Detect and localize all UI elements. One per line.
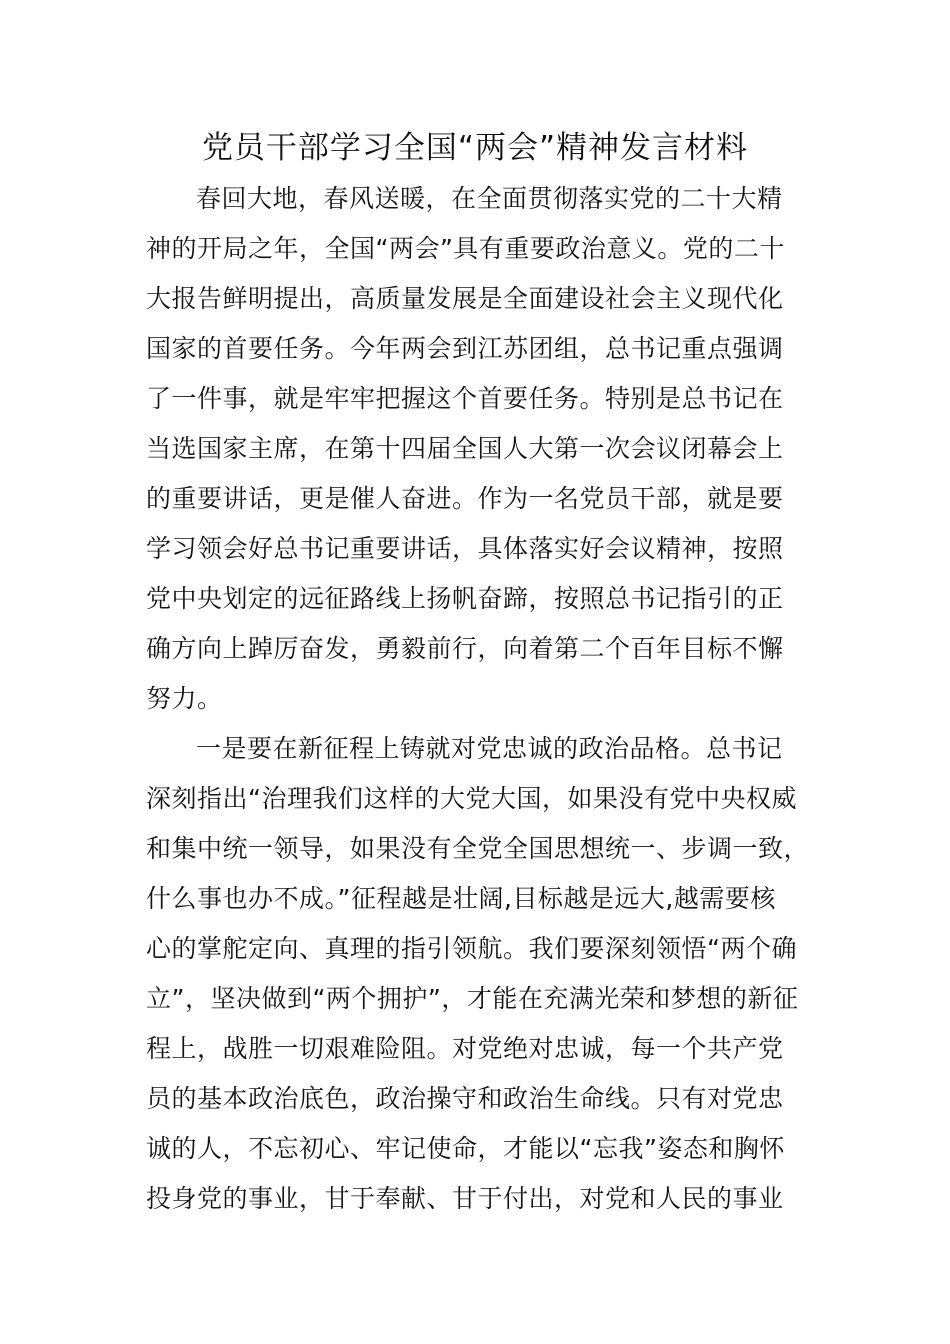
text-line-2: 神的开局之年，全国“两会”具有重要政治意义。党的二十 xyxy=(146,234,785,263)
text-line-7: 的重要讲话，更是催人奋进。作为一名党员干部，就是要 xyxy=(146,484,784,513)
text-line-15: 什么事也办不成。”征程越是壮阔,目标越是远大,越需要核 xyxy=(146,884,776,913)
text-line-17: 立”，坚决做到“两个拥护”，才能在充满光荣和梦想的新征 xyxy=(146,984,799,1013)
text-line-1: 春回大地，春风送暖，在全面贯彻落实党的二十大精 xyxy=(196,184,783,213)
text-line-21: 投身党的事业，甘于奉献、甘于付出，对党和人民的事业 xyxy=(146,1184,784,1213)
text-line-20: 诚的人，不忘初心、牢记使命，才能以“忘我”姿态和胸怀 xyxy=(146,1134,785,1163)
text-line-14: 和集中统一领导，如果没有全党全国思想统一、步调一致， xyxy=(146,834,810,863)
text-line-4: 国家的首要任务。今年两会到江苏团组，总书记重点强调 xyxy=(146,334,784,363)
text-line-10: 确方向上踔厉奋发，勇毅前行，向着第二个百年目标不懈 xyxy=(146,634,784,663)
text-line-12: 一是要在新征程上铸就对党忠诚的政治品格。总书记 xyxy=(196,734,783,763)
text-line-11: 努力。 xyxy=(146,684,223,713)
text-line-3: 大报告鲜明提出，高质量发展是全面建设社会主义现代化 xyxy=(146,284,784,313)
text-line-6: 当选国家主席，在第十四届全国人大第一次会议闭幕会上 xyxy=(146,434,784,463)
text-line-18: 程上，战胜一切艰难险阻。对党绝对忠诚，每一个共产党 xyxy=(146,1034,784,1063)
text-line-16: 心的掌舵定向、真理的指引领航。我们要深刻领悟“两个确 xyxy=(146,934,797,963)
text-line-5: 了一件事，就是牢牢把握这个首要任务。特别是总书记在 xyxy=(146,384,784,413)
text-line-19: 员的基本政治底色，政治操守和政治生命线。只有对党忠 xyxy=(146,1084,784,1113)
text-line-8: 学习领会好总书记重要讲话，具体落实好会议精神，按照 xyxy=(146,534,784,563)
text-line-9: 党中央划定的远征路线上扬帆奋蹄，按照总书记指引的正 xyxy=(146,584,784,613)
document-title: 党员干部学习全国“两会”精神发言材料 xyxy=(201,130,749,166)
text-line-13: 深刻指出“治理我们这样的大党大国，如果没有党中央权威 xyxy=(146,784,797,813)
